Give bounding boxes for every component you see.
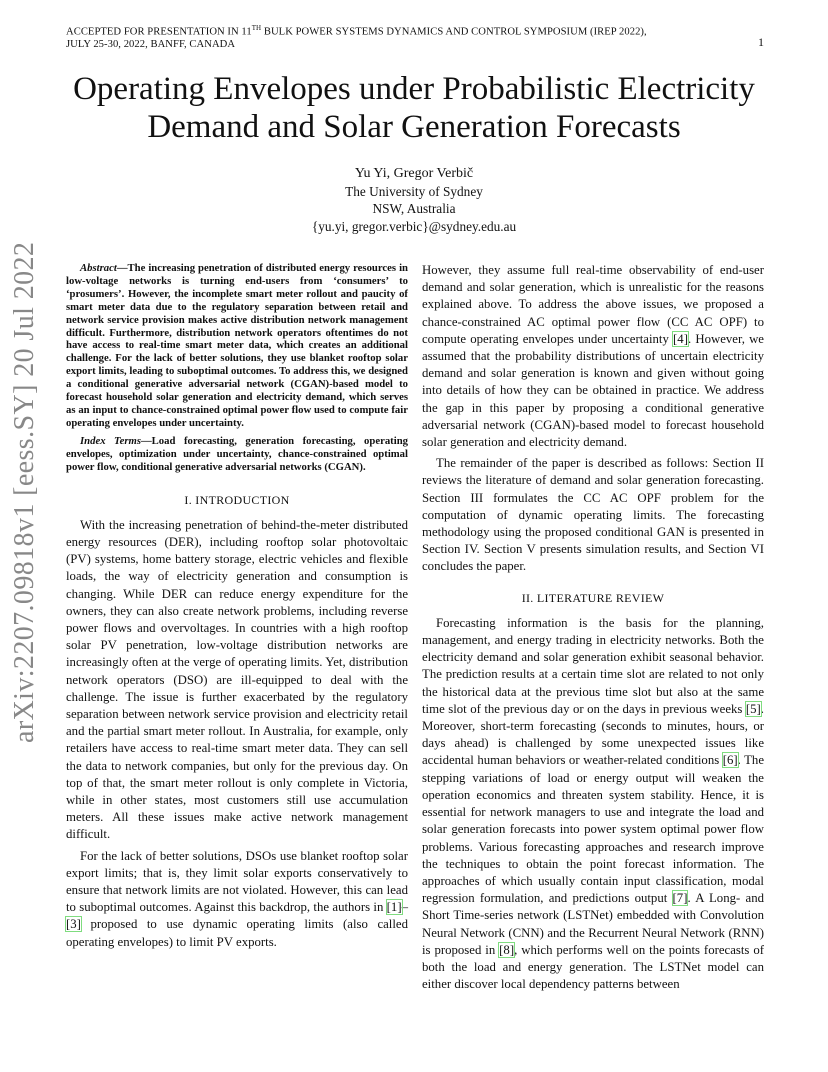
abstract: Abstract—The increasing penetration of distributed energy resources in low-voltage networks is turning end-users from ‘consumers’ to ‘prosumers’. However, the incomplete smart meter rollout and paucity of smart meter data due to the regulatory separation between retail and network service provision makes active distribution network management difficult. Furthermore, distribution network operators oftentimes do not have access to real-time smart meter data, which creates an additional challenge. For the lack of better solutions, they use blanket rooftop solar export limits, leading to suboptimal outcomes. To address this, we designed a conditional generative adversarial network (CGAN)-based model to forecast household solar generation and electricity demand, which serves as an input to chance-constrained optimal power flow used to compute fair operating envelopes under uncertainty.	[66, 262, 408, 429]
author-names: Yu Yi, Gregor Verbič	[354, 166, 474, 181]
intro-paragraph-2: For the lack of better solutions, DSOs use blanket rooftop solar export limits; that is, they limit solar exports conservatively to ensure that network limits are not violated. However, this can lead to suboptimal outcomes. Against this backdrop, the authors in [1]–[3] proposed to use dynamic operating limits (also called operating envelopes) to limit PV exports.	[66, 848, 408, 949]
section-heading-introduction: I. INTRODUCTION	[184, 492, 290, 507]
author-location: NSW, Australia	[372, 201, 456, 216]
intro-paragraph-2-cont: However, they assume full real-time observability of end-user demand and solar generation, which is unrealistic for the reasons explained above. To address the above issues, we proposed a chance-constrained AC optimal power flow (CC AC OPF) to compute operating envelopes under uncertainty [4]. However, we assumed that the probability distributions of uncertain electricity demand and solar generation is known and given without going into details of how they can be obtained in practice. We address the gap in this paper by proposing a conditional generative adversarial network (CGAN)-based model to forecast household solar generation and electricity demand.	[422, 263, 764, 450]
literature-paragraph-1: Forecasting information is the basis for the planning, management, and energy trading in electricity networks. Both the electricity demand and solar generation exhibit seasonal behavior. The prediction results at a certain time slot are related to not only the historical data at the previous time slot but also at the same time slot of the previous day or on the days in previous weeks [5]. Moreover, short-term forecasting (seconds to minutes, hours, or days ahead) is challenged by some unexpected issues like accidental human behaviors or weather-related conditions [6]. The stepping variations of load or energy output will weaken the operation economics and threaten system stability. Hence, it is essential for network managers to use and integrate the load and solar generation forecasts into power system optimal power flow problems. Various forecasting approaches and research improve the techniques to obtain the point forecast information. The approaches of which usually contain input classification, modal regression formulation, and predictions output [7]. A Long- and Short Time-series network (LSTNet) embedded with Convolution Neural Network (CNN) and the Recurrent Neural Network (RNN) is proposed in [8], which performs well on the points forecasts of both the load and energy generation. The LSTNet model can either discover local dependency patterns between	[422, 615, 764, 992]
author-affiliation: The University of Sydney	[345, 183, 483, 199]
page-number: 1	[758, 35, 764, 49]
intro-paragraph-1: With the increasing penetration of behind-the-meter distributed energy resources (DER), including rooftop solar photovoltaic (PV) systems, home battery storage, electric vehicles and flexible loads, the way of electricity generation and consumption is changing. While DER can reduce energy expenditure for the owners, they can also create network problems, including reverse power flows and overvoltages. In countries with a high rooftop solar PV penetration, low-voltage distribution networks are increasingly often at the verge of operating limits. Yet, distribution network operators (DSO) are ill-equipped to deal with the challenge. The issue is further exacerbated by the regulatory separation between network service provision and electricity retail and the partial smart meter rollout. In Australia, for example, only retailers have access to real-time smart meter data. They can sell the data to network companies, but only for the previous day. On top of that, the smart meter rollout is only complete in Victoria, while in other states, most customers still use accumulation meters. All these issues make active network management difficult.	[66, 517, 408, 842]
citation-link[interactable]: [3]	[66, 917, 81, 932]
right-column	[422, 262, 764, 993]
header-line-1: ACCEPTED FOR PRESENTATION IN 11TH BULK POWER SYSTEMS DYNAMICS AND CONTROL SYMPOSIUM (IREP 2022),	[66, 24, 647, 38]
author-email: {yu.yi, gregor.verbic}@sydney.edu.au	[311, 218, 517, 234]
citation-link[interactable]: [7]	[672, 891, 688, 906]
intro-paragraph-3: The remainder of the paper is described as follows: Section II reviews the literature of demand and solar generation forecasting. Section III formulates the CC AC OPF problem for the computation of dynamic operating limits. The forecasting methodology using the proposed conditional GAN is presented in Section IV. Section V presents simulation results, and Section VI concludes the paper.	[422, 456, 764, 574]
section-heading-literature-review: II. LITERATURE REVIEW	[521, 590, 665, 605]
author-block	[0, 165, 828, 235]
paper-title: Operating Envelopes under Probabilistic Electricity Demand and Solar Generation Forecasts	[73, 71, 755, 145]
running-header	[66, 22, 766, 51]
index-terms: Index Terms—Load forecasting, generation forecasting, operating envelopes, optimization under uncertainty, chance-constrained optimal power flow, conditional generative adversarial networks (CGAN).	[66, 434, 408, 473]
citation-link[interactable]: [5]	[745, 701, 761, 716]
left-column	[66, 262, 408, 951]
citation-link[interactable]: [6]	[722, 753, 738, 768]
citation-link[interactable]: [4]	[673, 331, 688, 346]
header-line-2: JULY 25-30, 2022, BANFF, CANADA	[66, 38, 236, 50]
citation-link[interactable]: [1]	[386, 900, 402, 915]
arxiv-stamp: arXiv:2207.09818v1 [eess.SY] 20 Jul 2022	[9, 241, 40, 743]
citation-link[interactable]: [8]	[499, 942, 515, 957]
